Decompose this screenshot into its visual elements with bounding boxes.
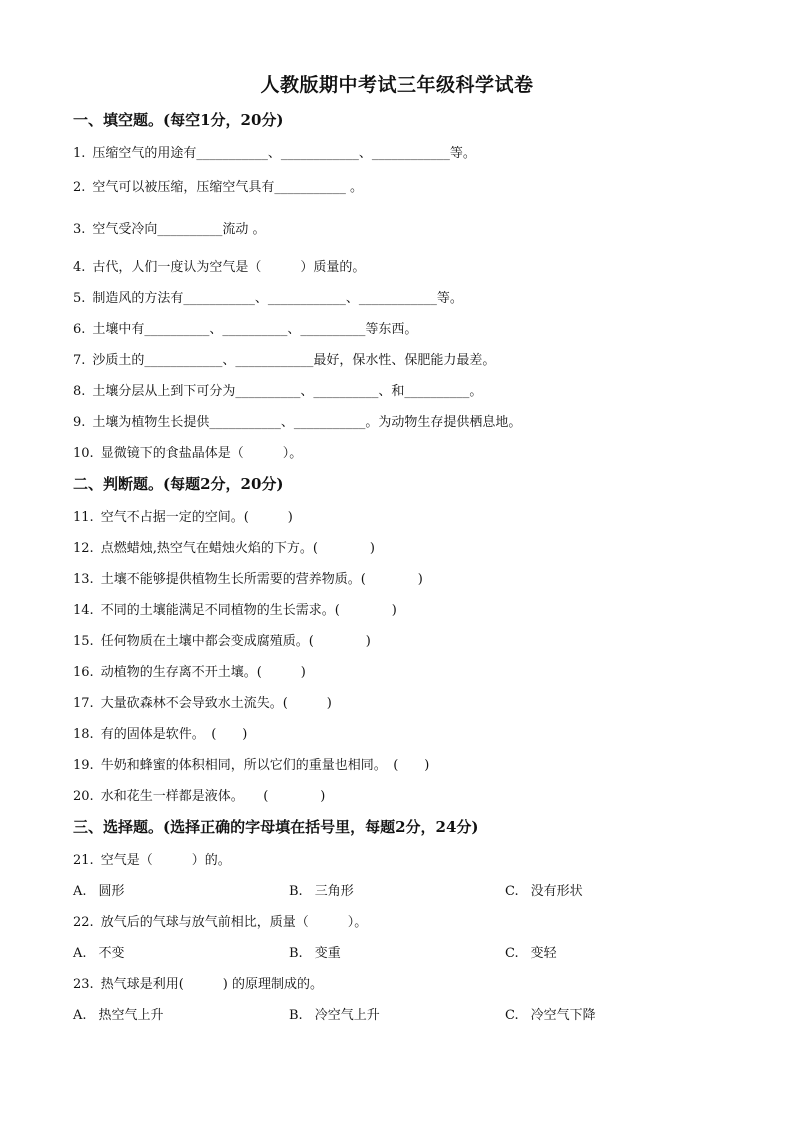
question-text: 牛奶和蜂蜜的体积相同，所以它们的重量也相同。 ( ) <box>100 758 430 773</box>
question-text: 水和花生一样都是液体。 ( ) <box>100 789 326 804</box>
question-number: 1. <box>73 146 86 161</box>
option-letter: C. <box>505 884 519 899</box>
question-number: 14. <box>73 603 94 618</box>
option-letter: B. <box>289 1008 303 1023</box>
question-23 <box>73 973 323 992</box>
question-text: 动植物的生存离不开土壤。( ) <box>100 665 306 680</box>
page-title: 人教版期中考试三年级科学试卷 <box>260 74 534 96</box>
question-number: 19. <box>73 758 94 773</box>
question-9 <box>73 411 521 430</box>
question-13 <box>73 568 423 587</box>
question-text: 压缩空气的用途有___________、____________、____________等。 <box>92 146 476 161</box>
question-15 <box>73 630 371 649</box>
question-text: 放气后的气球与放气前相比，质量（ ）。 <box>100 915 368 930</box>
question-number: 4. <box>73 260 86 275</box>
question-number: 17. <box>73 696 94 711</box>
question-number: 15. <box>73 634 94 649</box>
option-text: 圆形 <box>98 884 125 899</box>
question-number: 18. <box>73 727 94 742</box>
q22-option-c <box>505 942 557 961</box>
section-judge-heading: 二、判断题。(每题2分，20分) <box>73 475 284 493</box>
question-text: 点燃蜡烛,热空气在蜡烛火焰的下方。( ) <box>100 541 375 556</box>
question-10 <box>73 442 302 461</box>
question-number: 16. <box>73 665 94 680</box>
question-5 <box>73 287 463 306</box>
question-text: 任何物质在土壤中都会变成腐殖质。( ) <box>100 634 371 649</box>
question-number: 2. <box>73 180 86 195</box>
question-text: 热气球是利用( ) 的原理制成的。 <box>100 977 323 992</box>
question-text: 古代，人们一度认为空气是（ ）质量的。 <box>92 260 366 275</box>
q21-option-b <box>289 880 354 899</box>
q23-option-c <box>505 1004 596 1023</box>
option-letter: C. <box>505 946 519 961</box>
option-text: 冷空气下降 <box>530 1008 596 1023</box>
question-number: 8. <box>73 384 86 399</box>
question-12 <box>73 537 375 556</box>
option-text: 变轻 <box>530 946 557 961</box>
q21-option-a <box>73 880 125 899</box>
option-text: 热空气上升 <box>98 1008 164 1023</box>
question-number: 9. <box>73 415 86 430</box>
q22-option-b <box>289 942 341 961</box>
q21-option-c <box>505 880 583 899</box>
question-3 <box>73 218 266 237</box>
question-number: 20. <box>73 789 94 804</box>
question-18 <box>73 723 247 742</box>
option-text: 冷空气上升 <box>314 1008 380 1023</box>
question-19 <box>73 754 429 773</box>
q23-option-a <box>73 1004 164 1023</box>
question-text: 显微镜下的食盐晶体是（ ）。 <box>100 446 303 461</box>
option-letter: A. <box>73 884 87 899</box>
option-text: 没有形状 <box>530 884 583 899</box>
question-text: 空气是（ ）的。 <box>100 853 231 868</box>
question-2 <box>73 176 363 195</box>
question-number: 13. <box>73 572 94 587</box>
section-fill-heading: 一、填空题。(每空1分，20分) <box>73 111 284 129</box>
question-text: 空气不占据一定的空间。( ) <box>100 510 293 525</box>
question-number: 6. <box>73 322 86 337</box>
question-text: 土壤分层从上到下可分为__________、__________、和__________。 <box>92 384 483 399</box>
question-text: 沙质土的____________、____________最好，保水性、保肥能力最差。 <box>92 353 496 368</box>
question-number: 10. <box>73 446 94 461</box>
question-16 <box>73 661 306 680</box>
question-4 <box>73 256 365 275</box>
question-number: 21. <box>73 853 94 868</box>
question-text: 土壤中有__________、__________、__________等东西。 <box>92 322 418 337</box>
question-17 <box>73 692 332 711</box>
question-14 <box>73 599 397 618</box>
question-1 <box>73 142 476 161</box>
question-8 <box>73 380 482 399</box>
question-7 <box>73 349 495 368</box>
option-letter: A. <box>73 946 87 961</box>
question-number: 11. <box>73 510 94 525</box>
section-choice-heading: 三、选择题。(选择正确的字母填在括号里，每题2分，24分) <box>73 818 479 836</box>
option-letter: A. <box>73 1008 87 1023</box>
q23-option-b <box>289 1004 380 1023</box>
question-6 <box>73 318 417 337</box>
question-22 <box>73 911 367 930</box>
question-text: 空气可以被压缩，压缩空气具有___________ 。 <box>92 180 364 195</box>
question-20 <box>73 785 325 804</box>
question-number: 3. <box>73 222 86 237</box>
question-number: 5. <box>73 291 86 306</box>
question-text: 空气受冷向__________流动 。 <box>92 222 266 237</box>
question-text: 土壤不能够提供植物生长所需要的营养物质。( ) <box>100 572 423 587</box>
q22-option-a <box>73 942 125 961</box>
question-text: 制造风的方法有___________、____________、____________等。 <box>92 291 463 306</box>
option-letter: B. <box>289 946 303 961</box>
option-text: 变重 <box>314 946 341 961</box>
option-text: 不变 <box>98 946 125 961</box>
option-letter: C. <box>505 1008 519 1023</box>
question-text: 大量砍森林不会导致水土流失。( ) <box>100 696 332 711</box>
question-number: 12. <box>73 541 94 556</box>
option-text: 三角形 <box>314 884 354 899</box>
question-number: 23. <box>73 977 94 992</box>
question-number: 22. <box>73 915 94 930</box>
question-number: 7. <box>73 353 86 368</box>
question-11 <box>73 506 293 525</box>
question-21 <box>73 849 231 868</box>
question-text: 土壤为植物生长提供___________、___________。为动物生存提供栖息地。 <box>92 415 522 430</box>
question-text: 不同的土壤能满足不同植物的生长需求。( ) <box>100 603 397 618</box>
question-text: 有的固体是软件。 ( ) <box>100 727 248 742</box>
option-letter: B. <box>289 884 303 899</box>
